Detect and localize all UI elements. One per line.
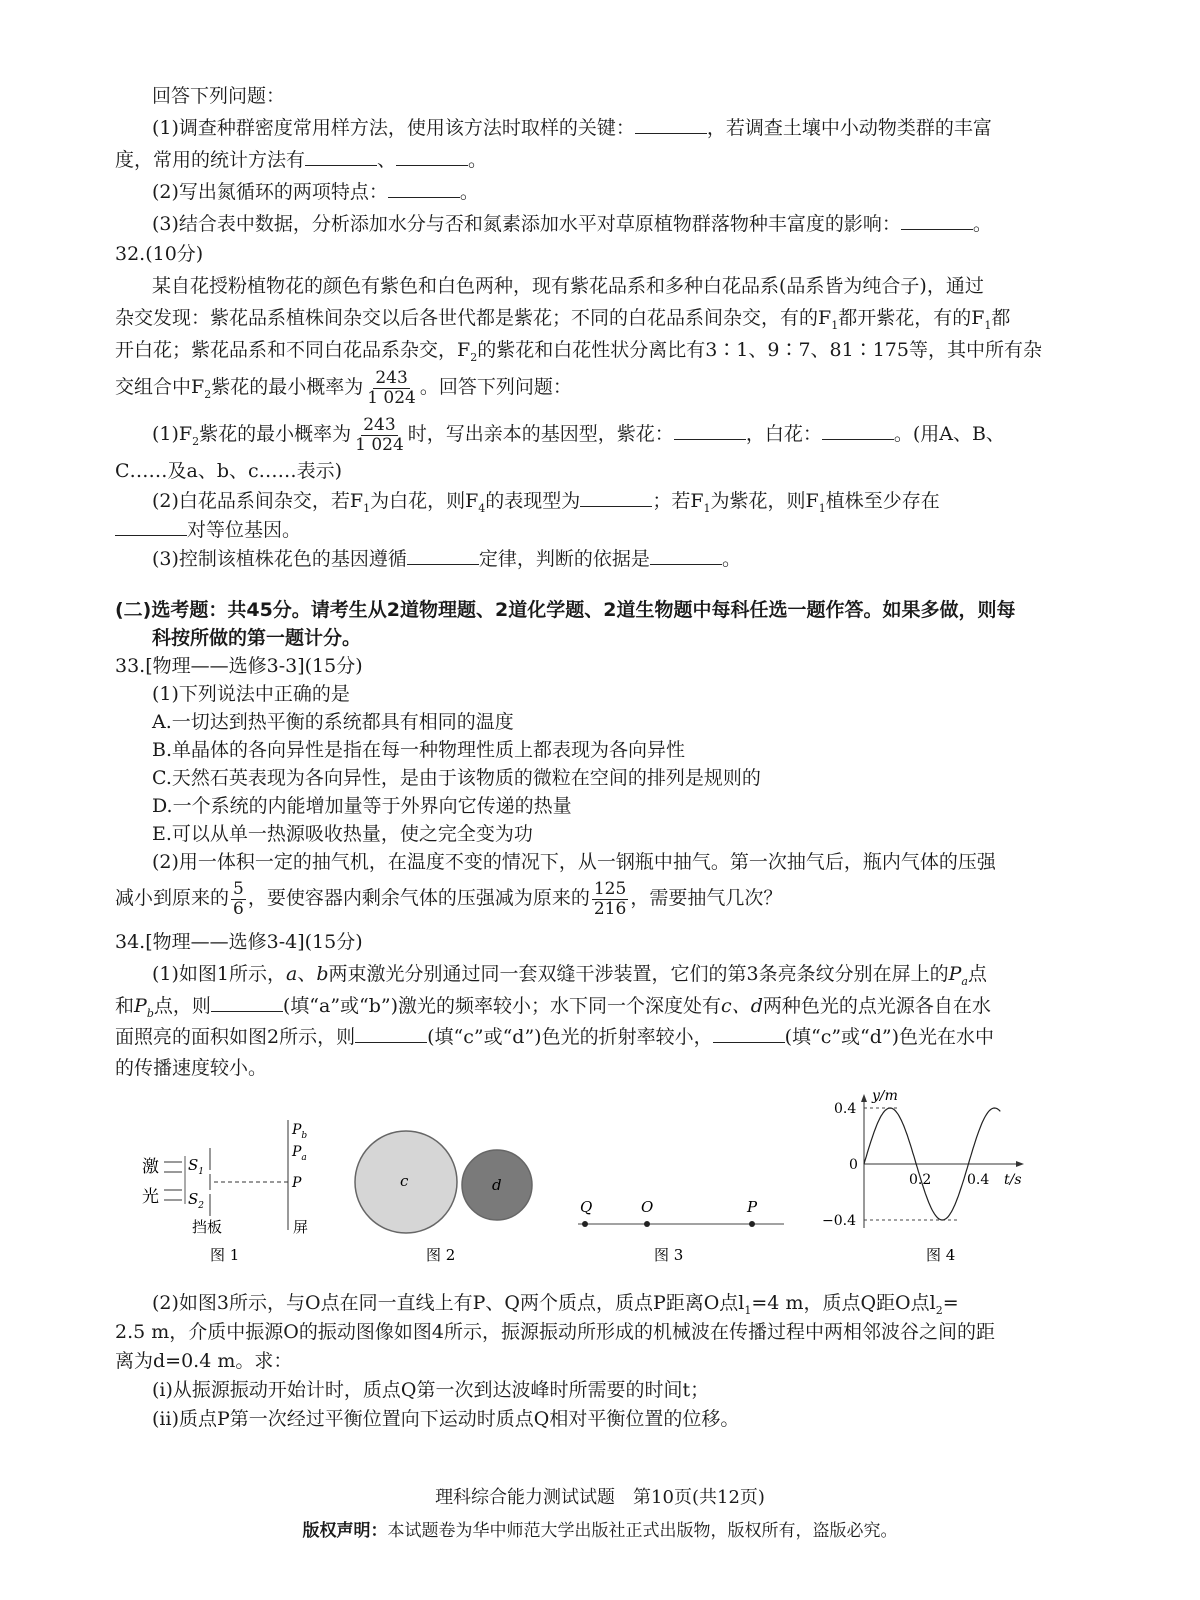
q31-part3 <box>152 211 1090 237</box>
figure-3 <box>578 1198 784 1264</box>
subscript: 1 <box>744 1303 752 1317</box>
text: 面照亮的面积如图2所示，则 <box>115 1026 356 1048</box>
subscript: 2 <box>204 387 212 401</box>
q31-part1-line1 <box>152 115 1090 141</box>
tick-0.2: 0.2 <box>909 1172 932 1188</box>
text: ，白花： <box>745 423 822 445</box>
denominator: 6 <box>233 898 244 919</box>
text: 两束激光分别通过同一套双缝干涉装置，它们的第3条亮条纹分别在屏上的 <box>328 963 949 985</box>
subscript: 2 <box>470 350 478 364</box>
numerator: 125 <box>593 878 627 899</box>
subscript: 1 <box>818 501 826 515</box>
laser-label-2: 光 <box>142 1187 159 1207</box>
q34-part1-line3 <box>115 1024 1090 1050</box>
answer-blank[interactable] <box>635 115 707 134</box>
baffle-label: 挡板 <box>192 1218 223 1236</box>
text: 点，则 <box>153 995 211 1017</box>
section2-instruction-line2: 科按所做的第一题计分。 <box>152 627 362 649</box>
q32-part1-line2: C……及a、b、c……表示) <box>115 460 343 482</box>
q33-option-d[interactable]: D.一个系统的内能增加量等于外界向它传递的热量 <box>152 795 572 817</box>
q33-option-c[interactable]: C.天然石英表现为各向异性，是由于该物质的微粒在空间的排列是规则的 <box>152 767 761 789</box>
subscript: 1 <box>703 501 711 515</box>
text: 杂交发现：紫花品系植株间杂交以后各世代都是紫花；不同的白花品系间杂交，有的F <box>115 307 832 329</box>
text: 紫花的最小概率为 <box>199 423 352 445</box>
q31-part1-line2 <box>115 147 1090 173</box>
text: 。 <box>468 149 488 171</box>
q32-stem-line4 <box>115 367 1090 407</box>
denominator: 1 024 <box>355 434 404 455</box>
denominator: 216 <box>593 898 627 919</box>
answer-blank[interactable] <box>396 147 468 166</box>
q33-part2-line2 <box>115 878 1090 918</box>
laser-arrows <box>164 1162 182 1200</box>
q33-option-b[interactable]: B.单晶体的各向异性是指在每一种物理性质上都表现为各向异性 <box>152 739 686 761</box>
text: 都 <box>991 307 1011 329</box>
var: b <box>316 963 329 985</box>
q33-part1: (1)下列说法中正确的是 <box>152 683 350 705</box>
point-p <box>749 1221 755 1227</box>
slit-s1: $S_1$ <box>188 1156 205 1177</box>
text: 都开紫花，有的F <box>838 307 985 329</box>
q34-part2-sub-i: (ⅰ)从振源振动开始计时，质点Q第一次到达波峰时所需要的时间t； <box>152 1379 710 1401</box>
text: (3)控制该植株花色的基因遵循 <box>152 548 407 570</box>
subscript: 1 <box>831 318 839 332</box>
label-c: c <box>400 1172 409 1190</box>
var: a <box>286 963 298 985</box>
denominator: 1 024 <box>367 387 416 408</box>
label-o: O <box>641 1198 654 1216</box>
text: ，要使容器内剩余气体的压强减为原来的 <box>247 887 590 909</box>
text: 为紫花，则F <box>710 490 819 512</box>
fraction <box>592 880 628 919</box>
slit-s2: $S_2$ <box>188 1190 205 1211</box>
copyright-text: 本试题卷为华中师范大学出版社正式出版物，版权所有，盗版必究。 <box>387 1521 898 1541</box>
var: P <box>948 963 962 985</box>
answer-blank[interactable] <box>211 993 283 1012</box>
q33-part2-line1: (2)用一体积一定的抽气机，在温度不变的情况下，从一钢瓶中抽气。第一次抽气后，瓶内气体的压强 <box>152 851 996 873</box>
label-d: d <box>492 1176 502 1194</box>
text: 。回答下列问题： <box>419 376 572 398</box>
q33-option-a[interactable]: A.一切达到热平衡的系统都具有相同的温度 <box>152 711 514 733</box>
q32-stem-line1: 某自花授粉植物花的颜色有紫色和白色两种，现有紫花品系和多种白花品系(品系皆为纯合子)，通过 <box>152 275 984 297</box>
answer-blank[interactable] <box>115 517 187 536</box>
point-q <box>582 1221 588 1227</box>
q32-part1-line1 <box>152 414 1090 454</box>
text: (3)结合表中数据，分析添加水分与否和氮素添加水平对草原植物群落物种丰富度的影响： <box>152 213 901 235</box>
text: (1)F <box>152 423 193 445</box>
q34-part1-line2 <box>115 993 1090 1019</box>
text: 为白花，则F <box>370 490 479 512</box>
text: (填“c”或“d”)色光在水中 <box>784 1026 995 1048</box>
figure-4 <box>822 1090 1024 1264</box>
answer-blank[interactable] <box>388 179 460 198</box>
q34-part1-line1 <box>152 961 1090 987</box>
tick-0.4: 0.4 <box>834 1101 857 1117</box>
y-axis-label: y/m <box>872 1090 898 1104</box>
section2-instruction-line1: (二)选考题：共45分。请考生从2道物理题、2道化学题、2道生物题中每科任选一题作答。如果多做，则每 <box>115 599 1016 621</box>
numerator: 243 <box>375 367 408 388</box>
subscript: 1 <box>363 501 371 515</box>
text: 两种色光的点光源各自在水 <box>762 995 991 1017</box>
q32-stem-line2 <box>115 305 1090 331</box>
text: 、 <box>297 963 317 985</box>
text: (2)白花品系间杂交，若F <box>152 490 364 512</box>
copyright-label: 版权声明： <box>302 1521 388 1541</box>
x-axis-label: t/s <box>1004 1172 1022 1188</box>
screen-label: 屏 <box>293 1218 309 1236</box>
q32-part2-line2 <box>115 517 1090 543</box>
q32-part3 <box>152 546 1090 572</box>
text: 度，常用的统计方法有 <box>115 149 306 171</box>
tick-0.4x: 0.4 <box>967 1172 990 1188</box>
x-axis-arrow <box>1016 1161 1024 1167</box>
q34-part2-line3: 离为d=0.4 m。求： <box>115 1350 293 1372</box>
subscript: 2 <box>192 434 200 448</box>
text: =4 m，质点Q距O点l <box>751 1292 936 1314</box>
answer-blank[interactable] <box>355 1024 427 1043</box>
answer-blank[interactable] <box>407 546 479 565</box>
q31-part2 <box>152 179 1090 205</box>
text: (2)如图3所示，与O点在同一直线上有P、Q两个质点，质点P距离O点l <box>152 1292 745 1314</box>
y-axis-arrow <box>861 1094 867 1102</box>
answer-blank[interactable] <box>674 421 746 440</box>
figure-2 <box>355 1131 532 1264</box>
tick-0: 0 <box>849 1157 858 1173</box>
label-p3: P <box>747 1198 758 1216</box>
q32-heading: 32.(10分) <box>115 243 204 265</box>
var: P <box>134 995 147 1017</box>
text: 开白花；紫花品系和不同白花品系杂交，F <box>115 339 471 361</box>
subscript: 4 <box>478 501 486 515</box>
text: 交组合中F <box>115 376 205 398</box>
q34-part2-line2: 2.5 m，介质中振源O的振动图像如图4所示，振源振动所形成的机械波在传播过程中两相邻波谷之间的距 <box>115 1321 995 1343</box>
text: 时，写出亲本的基因型，紫花： <box>407 423 674 445</box>
text: 点 <box>967 963 987 985</box>
numerator: 243 <box>363 414 396 435</box>
figure-2-caption: 图 2 <box>426 1246 456 1264</box>
subscript: a <box>961 974 968 988</box>
text: (1)如图1所示， <box>152 963 287 985</box>
text: 、 <box>377 149 397 171</box>
text: ；若F <box>652 490 704 512</box>
subscript: b <box>146 1006 154 1020</box>
text: 的表现型为 <box>485 490 581 512</box>
copyright-notice <box>0 1516 1200 1541</box>
label-pb: $P_b$ <box>292 1122 308 1141</box>
numerator: 5 <box>233 878 244 899</box>
q33-heading: 33.[物理——选修3-3](15分) <box>115 655 363 677</box>
text: 植株至少存在 <box>825 490 940 512</box>
q32-stem-line3 <box>115 337 1090 363</box>
q34-part1-line4: 的传播速度较小。 <box>115 1057 268 1079</box>
q31-intro: 回答下列问题： <box>152 85 286 107</box>
page-footer: 理科综合能力测试试题 第10页(共12页) <box>435 1487 765 1508</box>
fraction <box>365 369 418 408</box>
answer-blank[interactable] <box>822 421 894 440</box>
text: (1)调查种群密度常用样方法，使用该方法时取样的关键： <box>152 117 635 139</box>
laser-label-1: 激 <box>142 1157 159 1177</box>
figure-3-caption: 图 3 <box>654 1246 684 1264</box>
answer-blank[interactable] <box>713 1024 785 1043</box>
subscript: 1 <box>984 318 992 332</box>
answer-blank[interactable] <box>650 546 722 565</box>
text: 。 <box>459 181 479 203</box>
text: 减小到原来的 <box>115 887 230 909</box>
text: ，若调查土壤中小动物类群的丰富 <box>706 117 992 139</box>
fraction <box>353 416 406 455</box>
q34-heading: 34.[物理——选修3-4](15分) <box>115 931 363 953</box>
label-p: P <box>292 1175 302 1191</box>
text: 。 <box>972 213 992 235</box>
text: 的紫花和白花性状分离比有3∶1、9∶7、81∶175等，其中所有杂 <box>477 339 1042 361</box>
figure-4-caption: 图 4 <box>926 1246 956 1264</box>
text: 和 <box>115 995 135 1017</box>
label-q: Q <box>580 1198 593 1216</box>
text: (2)写出氮循环的两项特点： <box>152 181 388 203</box>
tick-neg-0.4: −0.4 <box>822 1213 856 1229</box>
q33-option-e[interactable]: E.可以从单一热源吸收热量，使之完全变为功 <box>152 823 533 845</box>
text: 对等位基因。 <box>187 519 302 541</box>
text: (填“a”或“b”)激光的频率较小；水下同一个深度处有 <box>282 995 722 1017</box>
text: 紫花的最小概率为 <box>211 376 364 398</box>
text: (填“c”或“d”)色光的折射率较小， <box>427 1026 713 1048</box>
text: 。(用A、B、 <box>893 423 1005 445</box>
q32-part2-line1 <box>152 488 1090 514</box>
text: = <box>942 1292 959 1314</box>
answer-blank[interactable] <box>305 147 377 166</box>
var: c、d <box>721 995 763 1017</box>
q34-part2-line1 <box>152 1290 1090 1316</box>
figure-1 <box>142 1120 308 1264</box>
subscript: 2 <box>935 1303 943 1317</box>
text: 定律，判断的依据是 <box>478 548 650 570</box>
figure-1-caption: 图 1 <box>210 1246 240 1264</box>
answer-blank[interactable] <box>580 488 652 507</box>
q34-part2-sub-ii: (ⅱ)质点P第一次经过平衡位置向下运动时质点Q相对平衡位置的位移。 <box>152 1408 740 1430</box>
answer-blank[interactable] <box>901 211 973 230</box>
figures <box>120 1090 1100 1270</box>
text: ，需要抽气几次？ <box>630 887 783 909</box>
point-o <box>644 1221 650 1227</box>
text: 。 <box>721 548 741 570</box>
label-pa: $P_a$ <box>292 1144 307 1163</box>
fraction <box>231 880 246 919</box>
